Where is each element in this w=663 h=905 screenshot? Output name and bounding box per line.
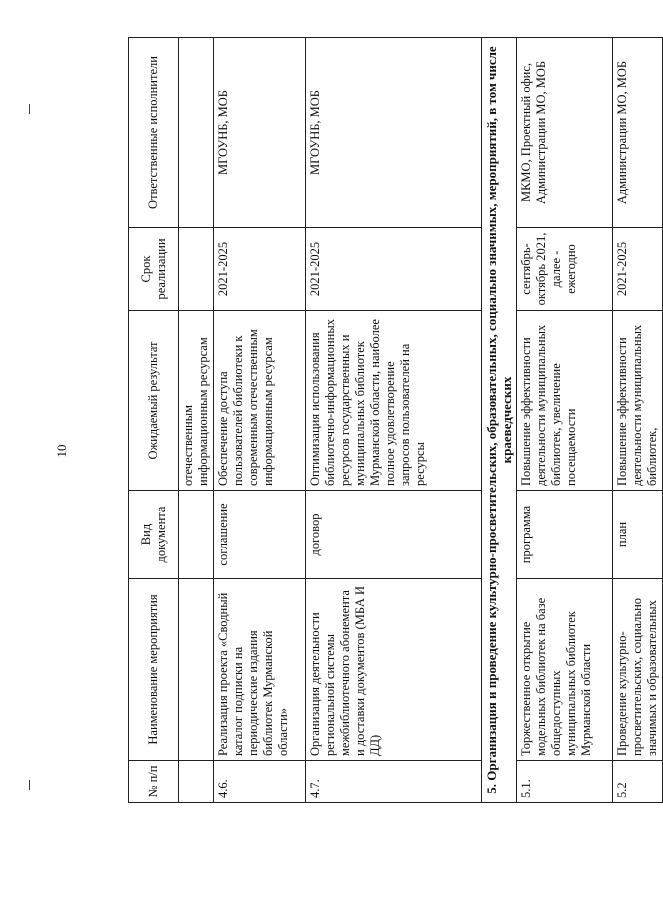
page-number: 10 xyxy=(54,444,69,458)
cell-result: Обеспечение доступа пользователей библиотеки к современным отечественным информационным ресурсам xyxy=(214,311,306,491)
cell-executors: МГОУНБ, МОБ xyxy=(214,38,306,228)
scan-mark-bottom xyxy=(29,780,30,790)
cell-doc-type: договор xyxy=(306,491,482,579)
header-doc-type: Вид документа xyxy=(129,491,179,579)
cell-executors: Администрации МО, МОБ xyxy=(613,38,663,228)
rotated-table-wrapper xyxy=(128,38,659,803)
table-row xyxy=(306,38,482,803)
cell-period: 2021-2025 xyxy=(214,228,306,311)
table-row-continuation xyxy=(179,38,214,803)
table-row xyxy=(214,38,306,803)
cell-executors: МГОУНБ, МОБ xyxy=(306,38,482,228)
plan-table xyxy=(128,37,663,803)
table-row xyxy=(517,38,613,803)
cell-period: 2021-2025 xyxy=(306,228,482,311)
cell-period xyxy=(179,228,214,311)
cell-doc-type: соглашение xyxy=(214,491,306,579)
cell-doc-type: план xyxy=(613,491,663,579)
header-name: Наименование мероприятия xyxy=(129,579,179,761)
cell-executors xyxy=(179,38,214,228)
cell-name: Организация деятельности региональной системы межбиблиотечного абонемента и доставки документов (МБА И ДД) xyxy=(306,579,482,761)
scan-mark-top xyxy=(29,104,30,114)
cell-period: 2021-2025 xyxy=(613,228,663,311)
cell-doc-type: программа xyxy=(517,491,613,579)
table-row xyxy=(613,38,663,803)
header-executors: Ответственные исполнители xyxy=(129,38,179,228)
cell-name: Проведение культурно-просветительских, социально значимых и образовательных xyxy=(613,579,663,761)
cell-name: Реализация проекта «Сводный каталог подписки на периодические издания библиотек Мурманской области» xyxy=(214,579,306,761)
section-5-title: 5. Организация и проведение культурно-просветительских, образовательных, социально значимых, мероприятий, в том числе краеведческих xyxy=(482,38,517,803)
cell-num: 5.2 xyxy=(613,761,663,803)
cell-num: 4.6. xyxy=(214,761,306,803)
cell-result: отечественным информационным ресурсам xyxy=(179,311,214,491)
section-heading-row xyxy=(482,38,517,803)
header-result: Ожидаемый результат xyxy=(129,311,179,491)
cell-doc-type xyxy=(179,491,214,579)
table-header-row xyxy=(129,38,179,803)
cell-result: Повышение эффективности деятельности муниципальных библиотек, xyxy=(613,311,663,491)
cell-name xyxy=(179,579,214,761)
cell-executors: МКМО, Проектный офис, Администрации МО, МОБ xyxy=(517,38,613,228)
header-num: № п/п xyxy=(129,761,179,803)
header-period: Срок реализации xyxy=(129,228,179,311)
cell-name: Торжественное открытие модельных библиотек на базе общедоступных муниципальных библиотек Мурманской области xyxy=(517,579,613,761)
cell-num xyxy=(179,761,214,803)
cell-num: 5.1. xyxy=(517,761,613,803)
cell-result: Повышение эффективности деятельности муниципальных библиотек, увеличение посещаемости xyxy=(517,311,613,491)
cell-result: Оптимизация использования библиотечно-информационных ресурсов государственных и муниципальных библиотек Мурманской области, наиболее полное удовлетворение запросов пользователей на ресурсы xyxy=(306,311,482,491)
cell-period: сентябрь-октябрь 2021, далее - ежегодно xyxy=(517,228,613,311)
cell-num: 4.7. xyxy=(306,761,482,803)
